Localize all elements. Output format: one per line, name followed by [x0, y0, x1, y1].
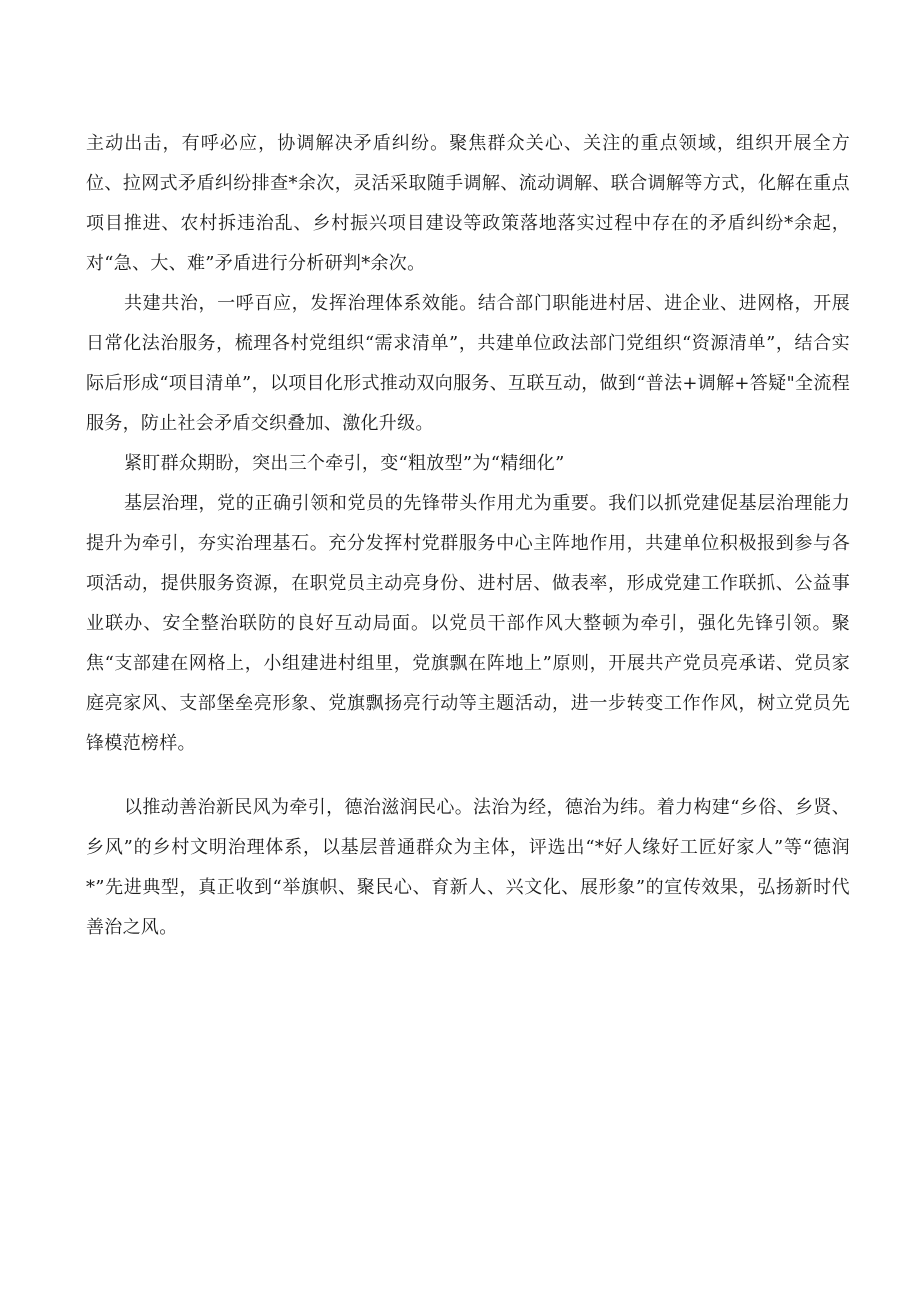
- paragraph-co-governance: 共建共治，一呼百应，发挥治理体系效能。结合部门职能进村居、进企业、进网格，开展日常化法治服务，梳理各村党组织“需求清单”，共建单位政法部门党组织“资源清单”，结合实际后形成“项目清单”，以项目化形式推动双向服务、互联互动，做到“普法+调解+答疑"全流程服务，防止社会矛盾交织叠加、激化升级。: [86, 293, 850, 434]
- document-page: [86, 124, 850, 948]
- paragraph-party-building: 基层治理，党的正确引领和党员的先锋带头作用尤为重要。我们以抓党建促基层治理能力提升为牵引，夯实治理基石。充分发挥村党群服务中心主阵地作用，共建单位积极报到参与各项活动，提供服务资源，在职党员主动亮身份、进村居、做表率，形成党建工作联抓、公益事业联办、安全整治联防的良好互动局面。以党员干部作风大整顿为牵引，强化先锋引领。聚焦“支部建在网格上，小组建进村组里，党旗飘在阵地上”原则，开展共产党员亮承诺、党员家庭亮家风、支部堡垒亮形象、党旗飘扬亮行动等主题活动，进一步转变工作作风，树立党员先锋模范榜样。: [86, 493, 850, 754]
- paragraph-moral-governance: 以推动善治新民风为牵引，德治滋润民心。法治为经，德治为纬。着力构建“乡俗、乡贤、乡风”的乡村文明治理体系，以基层普通群众为主体，评选出“*好人缘好工匠好家人”等“德润*”先进典型，真正收到“举旗帜、聚民心、育新人、兴文化、展形象”的宣传效果，弘扬新时代善治之风。: [86, 797, 850, 938]
- paragraph-dispute-mediation: 主动出击，有呼必应，协调解决矛盾纠纷。聚焦群众关心、关注的重点领域，组织开展全方位、拉网式矛盾纠纷排查*余次，灵活采取随手调解、流动调解、联合调解等方式，化解在重点项目推进、农村拆违治乱、乡村振兴项目建设等政策落地落实过程中存在的矛盾纠纷*余起，对“急、大、难”矛盾进行分析研判*余次。: [86, 133, 850, 274]
- section-heading: 紧盯群众期盼，突出三个牵引，变“粗放型”为“精细化”: [124, 453, 565, 474]
